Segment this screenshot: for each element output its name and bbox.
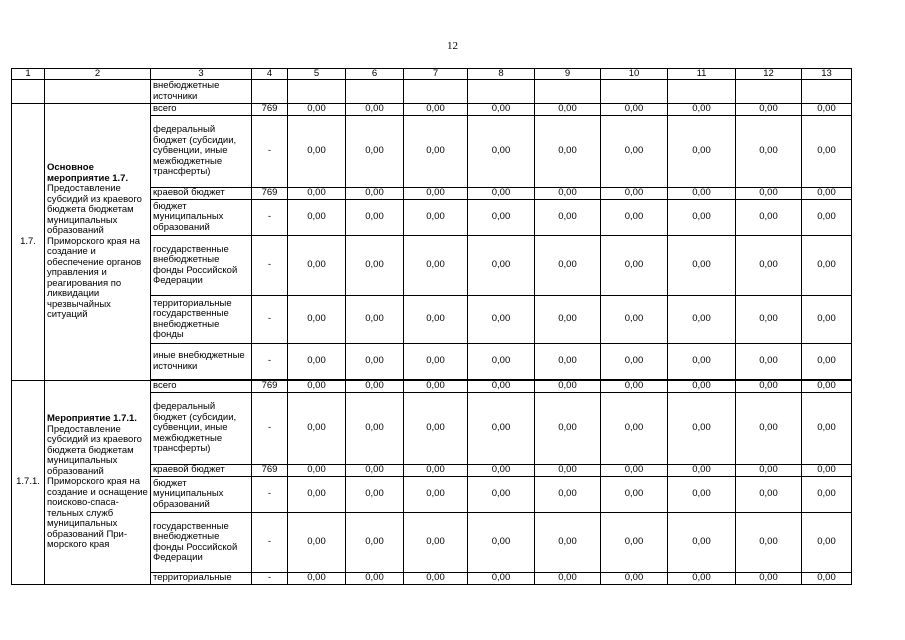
value-cell: 0,00 — [288, 116, 346, 188]
value-cell: 0,00 — [468, 116, 535, 188]
value-cell: 0,00 — [601, 513, 668, 573]
value-cell: 0,00 — [346, 200, 404, 236]
value-cell: 0,00 — [288, 188, 346, 200]
value-cell: 0,00 — [404, 200, 468, 236]
code-cell: - — [252, 236, 288, 296]
code-cell: - — [252, 200, 288, 236]
source-label: федеральный бюджет (субсидии, субвенции, иные межбюджетные трансферты) — [151, 393, 252, 465]
value-cell: 0,00 — [535, 296, 601, 344]
value-cell: 0,00 — [468, 200, 535, 236]
value-cell: 0,00 — [802, 188, 852, 200]
source-label: всего — [151, 381, 252, 393]
value-cell: 0,00 — [468, 236, 535, 296]
value-cell: 0,00 — [535, 200, 601, 236]
value-cell: 0,00 — [346, 296, 404, 344]
value-cell: 0,00 — [404, 104, 468, 116]
code-cell: 769 — [252, 188, 288, 200]
value-cell: 0,00 — [601, 200, 668, 236]
value-cell: 0,00 — [668, 188, 736, 200]
value-cell: 0,00 — [601, 344, 668, 380]
header-cell: 4 — [252, 69, 288, 80]
value-cell: 0,00 — [288, 465, 346, 477]
value-cell: 0,00 — [468, 344, 535, 380]
value-cell: 0,00 — [802, 116, 852, 188]
value-cell: 0,00 — [736, 477, 802, 513]
value-cell: 0,00 — [346, 116, 404, 188]
value-cell: 0,00 — [404, 513, 468, 573]
value-cell: 0,00 — [404, 573, 468, 585]
value-cell: 0,00 — [802, 465, 852, 477]
source-label: краевой бюджет — [151, 188, 252, 200]
value-cell: 0,00 — [736, 200, 802, 236]
value-cell: 0,00 — [346, 573, 404, 585]
value-cell: 0,00 — [346, 344, 404, 380]
value-cell: 0,00 — [468, 188, 535, 200]
section-number: 1.7. — [12, 104, 45, 381]
source-label: федеральный бюджет (субсидии, субвенции, иные межбюджетные трансферты) — [151, 116, 252, 188]
value-cell: 0,00 — [535, 116, 601, 188]
value-cell: 0,00 — [346, 393, 404, 465]
value-cell: 0,00 — [468, 296, 535, 344]
empty-cell — [252, 80, 288, 104]
value-cell: 0,00 — [736, 513, 802, 573]
value-cell: 0,00 — [535, 465, 601, 477]
value-cell: 0,00 — [346, 236, 404, 296]
empty-cell — [535, 80, 601, 104]
header-cell: 5 — [288, 69, 346, 80]
value-cell: 0,00 — [288, 477, 346, 513]
source-label: государственные внебюджетные фонды Российской Федерации — [151, 513, 252, 573]
value-cell: 0,00 — [404, 296, 468, 344]
code-cell: - — [252, 344, 288, 380]
section-title-text: Предоставление субсидий из краевого бюджета бюджетам муниципальных образований Приморского края на создание и обеспечение органов управления и реагирования по ликвидации чрезвычайных ситуаций — [47, 183, 142, 321]
value-cell: 0,00 — [288, 200, 346, 236]
value-cell: 0,00 — [468, 381, 535, 393]
value-cell: 0,00 — [535, 573, 601, 585]
empty-cell — [404, 80, 468, 104]
value-cell: 0,00 — [404, 344, 468, 380]
value-cell: 0,00 — [736, 381, 802, 393]
source-label: всего — [151, 104, 252, 116]
code-cell: - — [252, 573, 288, 585]
header-cell: 9 — [535, 69, 601, 80]
value-cell: 0,00 — [736, 188, 802, 200]
value-cell: 0,00 — [404, 188, 468, 200]
value-cell: 0,00 — [468, 393, 535, 465]
value-cell: 0,00 — [468, 104, 535, 116]
section-title-text: Предоставление субсидий из краевого бюджета бюджетам муниципальных образований Приморского края на создание и оснащение поисково-спаса-тельных служб муниципальных образований При-морского края — [47, 423, 148, 551]
value-cell: 0,00 — [736, 236, 802, 296]
code-cell: - — [252, 393, 288, 465]
value-cell: 0,00 — [288, 236, 346, 296]
value-cell: 0,00 — [288, 513, 346, 573]
code-cell: 769 — [252, 381, 288, 393]
value-cell: 0,00 — [468, 513, 535, 573]
value-cell: 0,00 — [736, 104, 802, 116]
budget-table — [11, 68, 852, 585]
source-label: территориальные государственные внебюджетные фонды — [151, 296, 252, 344]
table-header-row — [12, 69, 852, 80]
value-cell: 0,00 — [601, 296, 668, 344]
value-cell: 0,00 — [288, 104, 346, 116]
value-cell: 0,00 — [668, 236, 736, 296]
value-cell: 0,00 — [535, 513, 601, 573]
value-cell: 0,00 — [535, 104, 601, 116]
source-label: государственные внебюджетные фонды Российской Федерации — [151, 236, 252, 296]
value-cell: 0,00 — [668, 573, 736, 585]
header-cell: 3 — [151, 69, 252, 80]
value-cell: 0,00 — [601, 465, 668, 477]
value-cell: 0,00 — [668, 296, 736, 344]
value-cell: 0,00 — [468, 573, 535, 585]
value-cell: 0,00 — [288, 393, 346, 465]
header-cell: 8 — [468, 69, 535, 80]
code-cell: - — [252, 296, 288, 344]
value-cell: 0,00 — [404, 236, 468, 296]
value-cell: 0,00 — [346, 465, 404, 477]
value-cell: 0,00 — [802, 344, 852, 380]
value-cell: 0,00 — [802, 296, 852, 344]
value-cell: 0,00 — [404, 465, 468, 477]
value-cell: 0,00 — [288, 296, 346, 344]
section-number: 1.7.1. — [12, 381, 45, 585]
section-title-bold: Основное мероприятие 1.7. — [47, 162, 129, 184]
value-cell: 0,00 — [802, 573, 852, 585]
value-cell: 0,00 — [404, 477, 468, 513]
header-cell: 6 — [346, 69, 404, 80]
value-cell: 0,00 — [668, 104, 736, 116]
value-cell: 0,00 — [802, 200, 852, 236]
value-cell: 0,00 — [404, 393, 468, 465]
code-cell: - — [252, 513, 288, 573]
value-cell: 0,00 — [404, 381, 468, 393]
code-cell: 769 — [252, 104, 288, 116]
value-cell: 0,00 — [346, 104, 404, 116]
header-cell: 12 — [736, 69, 802, 80]
value-cell: 0,00 — [535, 236, 601, 296]
value-cell: 0,00 — [802, 104, 852, 116]
source-label: бюджет муниципальных образований — [151, 200, 252, 236]
value-cell: 0,00 — [736, 344, 802, 380]
value-cell: 0,00 — [346, 477, 404, 513]
value-cell: 0,00 — [468, 477, 535, 513]
value-cell: 0,00 — [346, 513, 404, 573]
value-cell: 0,00 — [736, 393, 802, 465]
header-cell: 7 — [404, 69, 468, 80]
table-row — [12, 381, 852, 393]
empty-cell — [668, 80, 736, 104]
section-title-bold: Мероприятие 1.7.1. — [47, 413, 137, 425]
header-cell: 10 — [601, 69, 668, 80]
value-cell: 0,00 — [668, 513, 736, 573]
header-cell: 1 — [12, 69, 45, 80]
empty-cell — [802, 80, 852, 104]
table-row — [12, 80, 852, 104]
value-cell: 0,00 — [601, 116, 668, 188]
empty-cell — [601, 80, 668, 104]
value-cell: 0,00 — [736, 573, 802, 585]
value-cell: 0,00 — [601, 573, 668, 585]
value-cell: 0,00 — [668, 381, 736, 393]
value-cell: 0,00 — [668, 465, 736, 477]
value-cell: 0,00 — [601, 104, 668, 116]
value-cell: 0,00 — [802, 381, 852, 393]
value-cell: 0,00 — [535, 477, 601, 513]
value-cell: 0,00 — [601, 381, 668, 393]
value-cell: 0,00 — [668, 116, 736, 188]
source-label: иные внебюджетные источники — [151, 344, 252, 380]
value-cell: 0,00 — [601, 477, 668, 513]
page-number: 12 — [447, 40, 458, 52]
value-cell: 0,00 — [668, 200, 736, 236]
code-cell: 769 — [252, 465, 288, 477]
value-cell: 0,00 — [535, 344, 601, 380]
value-cell: 0,00 — [601, 393, 668, 465]
value-cell: 0,00 — [668, 344, 736, 380]
value-cell: 0,00 — [736, 296, 802, 344]
section-title — [45, 381, 151, 585]
value-cell: 0,00 — [668, 393, 736, 465]
value-cell: 0,00 — [802, 393, 852, 465]
source-label: внебюджетные источники — [151, 80, 252, 104]
table-row — [12, 104, 852, 116]
empty-cell — [736, 80, 802, 104]
header-cell: 13 — [802, 69, 852, 80]
source-label: краевой бюджет — [151, 465, 252, 477]
empty-cell — [288, 80, 346, 104]
value-cell: 0,00 — [346, 381, 404, 393]
value-cell: 0,00 — [736, 116, 802, 188]
value-cell: 0,00 — [668, 477, 736, 513]
value-cell: 0,00 — [288, 344, 346, 380]
source-label: бюджет муниципальных образований — [151, 477, 252, 513]
empty-cell — [468, 80, 535, 104]
value-cell: 0,00 — [802, 513, 852, 573]
empty-cell — [45, 80, 151, 104]
code-cell: - — [252, 116, 288, 188]
empty-cell — [346, 80, 404, 104]
value-cell: 0,00 — [736, 465, 802, 477]
section-title — [45, 104, 151, 381]
value-cell: 0,00 — [601, 236, 668, 296]
value-cell: 0,00 — [535, 381, 601, 393]
value-cell: 0,00 — [288, 381, 346, 393]
value-cell: 0,00 — [288, 573, 346, 585]
code-cell: - — [252, 477, 288, 513]
value-cell: 0,00 — [535, 188, 601, 200]
header-cell: 11 — [668, 69, 736, 80]
value-cell: 0,00 — [601, 188, 668, 200]
empty-cell — [12, 80, 45, 104]
value-cell: 0,00 — [468, 465, 535, 477]
value-cell: 0,00 — [404, 116, 468, 188]
value-cell: 0,00 — [802, 236, 852, 296]
header-cell: 2 — [45, 69, 151, 80]
value-cell: 0,00 — [802, 477, 852, 513]
value-cell: 0,00 — [346, 188, 404, 200]
value-cell: 0,00 — [535, 393, 601, 465]
source-label: территориальные — [151, 573, 252, 585]
